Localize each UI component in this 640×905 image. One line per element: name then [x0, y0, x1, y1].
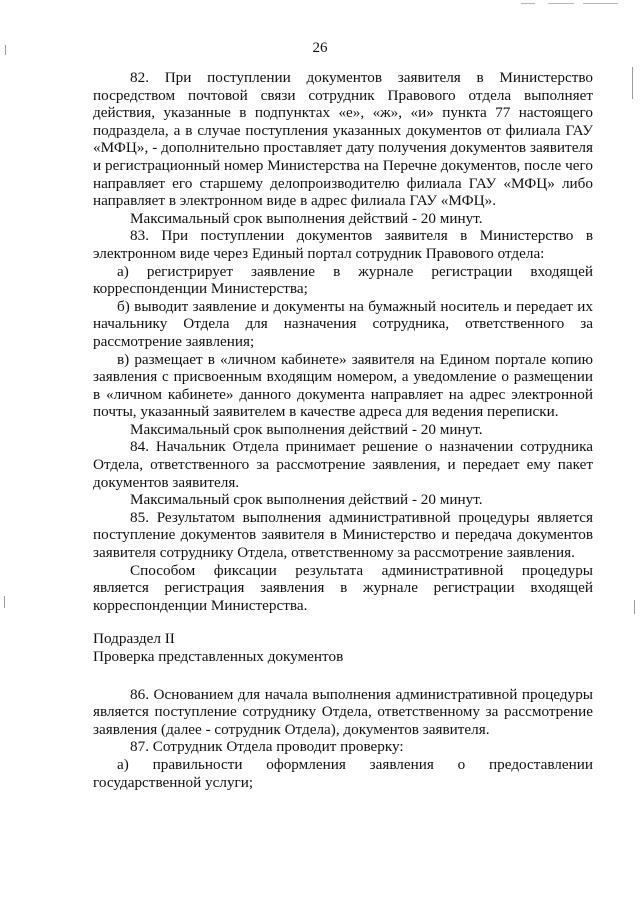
paragraph-83-a: а) регистрирует заявление в журнале регистрации входящей корреспонденции Министерства; [93, 262, 593, 298]
scan-mark-right-top [632, 67, 633, 99]
paragraph-82: 82. При поступлении документов заявителя в Министерство посредством почтовой связи сотрудник Правового отдела выполняет действия, указанные в подпунктах «е», «ж», «и» пункта 77 настоящего подраздела, а в случае поступления указанных документов от филиала ГАУ «МФЦ», - дополнительно проставляет дату получения документов заявителя и регистрационный номер Министерства на Перечне документов, после чего направляет его старшему делопроизводителю филиала ГАУ «МФЦ» либо направляет в электронном виде в адрес филиала ГАУ «МФЦ». [93, 69, 593, 210]
paragraph-83-deadline: Максимальный срок выполнения действий - 20 минут. [130, 420, 483, 438]
paragraph-84-deadline: Максимальный срок выполнения действий - 20 минут. [130, 491, 483, 509]
scan-top-rule-2 [548, 3, 574, 4]
subsection-title: Проверка представленных документов [93, 648, 344, 665]
paragraph-87: 87. Сотрудник Отдела проводит проверку: [130, 738, 404, 756]
paragraph-85-fixation: Способом фиксации результата административной процедуры является регистрация заявления в журнале регистрации входящей корреспонденции Министерства. [93, 561, 593, 614]
paragraph-86: 86. Основанием для начала выполнения административной процедуры является поступление сотруднику Отдела, ответственному за рассмотрение заявления (далее - сотрудник Отдела), документов заявителя. [93, 685, 593, 738]
paragraph-83: 83. При поступлении документов заявителя в Министерство в электронном виде через Единый портал сотрудник Правового отдела: [93, 227, 593, 262]
paragraph-87-a: а) правильности оформления заявления о предоставлении государственной услуги; [93, 755, 593, 791]
subsection-heading [93, 630, 593, 665]
paragraph-85: 85. Результатом выполнения административной процедуры является поступление документов заявителя в Министерство и передача документов заявителя сотруднику Отдела, ответственному за рассмотрение заявления. [93, 508, 593, 562]
paragraph-83-b: б) выводит заявление и документы на бумажный носитель и передает их начальнику Отдела для назначения сотрудника, ответственного за рассмотрение заявления; [93, 297, 593, 350]
subsection-label: Подраздел II [93, 630, 175, 648]
paragraph-84: 84. Начальник Отдела принимает решение о назначении сотрудника Отдела, ответственного за рассмотрение заявления, и передает ему пакет документов заявителя. [93, 438, 593, 491]
paragraph-82-deadline: Максимальный срок выполнения действий - 20 минут. [130, 209, 483, 227]
scan-mark-right-mid [634, 600, 635, 614]
scan-mark-left-mid [4, 596, 5, 608]
page-number: 26 [312, 40, 328, 56]
paragraph-83-c: в) размещает в «личном кабинете» заявителя на Едином портале копию заявления с присвоенным входящим номером, а уведомление о размещении в «личном кабинете» данного документа направляет на адрес электронной почты, указанный заявителем в качестве адреса для ведения переписки. [93, 350, 593, 421]
document-body [93, 69, 593, 791]
scan-top-rule-1 [521, 3, 535, 4]
scan-top-rule-3 [583, 3, 618, 4]
